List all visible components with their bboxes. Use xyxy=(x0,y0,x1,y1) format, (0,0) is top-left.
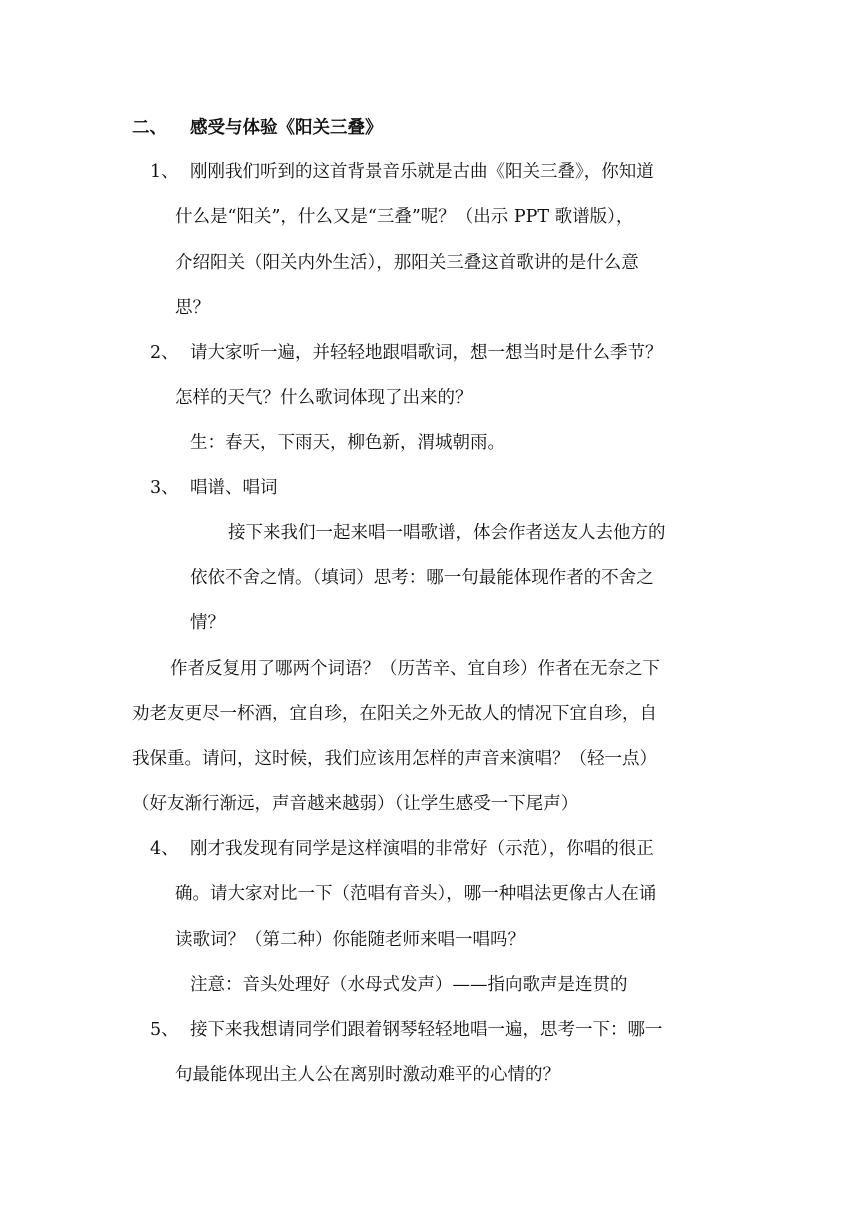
item-2-number: 2、 xyxy=(150,343,179,363)
paragraph-line-3: 我保重。请问，这时候，我们应该用怎样的声音来演唱？（轻一点） xyxy=(132,749,657,769)
item-4-line-2: 确。请大家对比一下（范唱有音头），哪一种唱法更像古人在诵 xyxy=(175,884,657,904)
item-3-sub-line-1: 接下来我们一起来唱一唱歌谱，体会作者送友人去他方的 xyxy=(228,523,666,543)
item-1-line-2: 什么是“阳关”，什么又是“三叠”呢？（出示 PPT 歌谱版）， xyxy=(175,207,634,227)
item-3-sub-line-2: 依依不舍之情。（填词）思考：哪一句最能体现作者的不舍之 xyxy=(190,568,654,588)
item-1-number: 1、 xyxy=(150,162,179,182)
item-1-line-4: 思？ xyxy=(175,298,210,318)
item-1-line-1: 刚刚我们听到的这首背景音乐就是古曲《阳关三叠》，你知道 xyxy=(190,162,654,182)
item-3-sub-line-3: 情？ xyxy=(190,613,225,633)
paragraph-line-4: （好友渐行渐远，声音越来越弱）（让学生感受一下尾声） xyxy=(132,794,579,814)
item-1-line-3: 介绍阳关（阳关内外生活），那阳关三叠这首歌讲的是什么意 xyxy=(175,253,639,273)
item-2-line-1: 请大家听一遍，并轻轻地跟唱歌词，想一想当时是什么季节？ xyxy=(190,343,663,363)
section-title: 感受与体验《阳关三叠》 xyxy=(190,118,383,138)
item-4-line-3: 读歌词？（第二种）你能随老师来唱一唱吗？ xyxy=(175,930,525,950)
section-number: 二、 xyxy=(132,118,167,138)
item-3-number: 3、 xyxy=(150,478,179,498)
item-4-line-1: 刚才我发现有同学是这样演唱的非常好（示范），你唱的很正 xyxy=(190,839,654,859)
item-3-line-1: 唱谱、唱词 xyxy=(190,478,278,498)
paragraph-line-2: 劝老友更尽一杯酒，宜自珍，在阳关之外无故人的情况下宜自珍，自 xyxy=(132,704,657,724)
item-2-line-2: 怎样的天气？什么歌词体现了出来的？ xyxy=(175,388,473,408)
item-4-number: 4、 xyxy=(150,839,179,859)
paragraph-line-1: 作者反复用了哪两个词语？（历苦辛、宜自珍）作者在无奈之下 xyxy=(170,659,660,679)
item-5-line-2: 句最能体现出主人公在离别时激动难平的心情的？ xyxy=(175,1065,560,1085)
item-4-note: 注意：音头处理好（水母式发声）——指向歌声是连贯的 xyxy=(190,975,628,995)
item-2-note: 生：春天，下雨天，柳色新，渭城朝雨。 xyxy=(190,433,505,453)
item-5-number: 5、 xyxy=(150,1020,179,1040)
item-5-line-1: 接下来我想请同学们跟着钢琴轻轻地唱一遍，思考一下：哪一 xyxy=(190,1020,663,1040)
